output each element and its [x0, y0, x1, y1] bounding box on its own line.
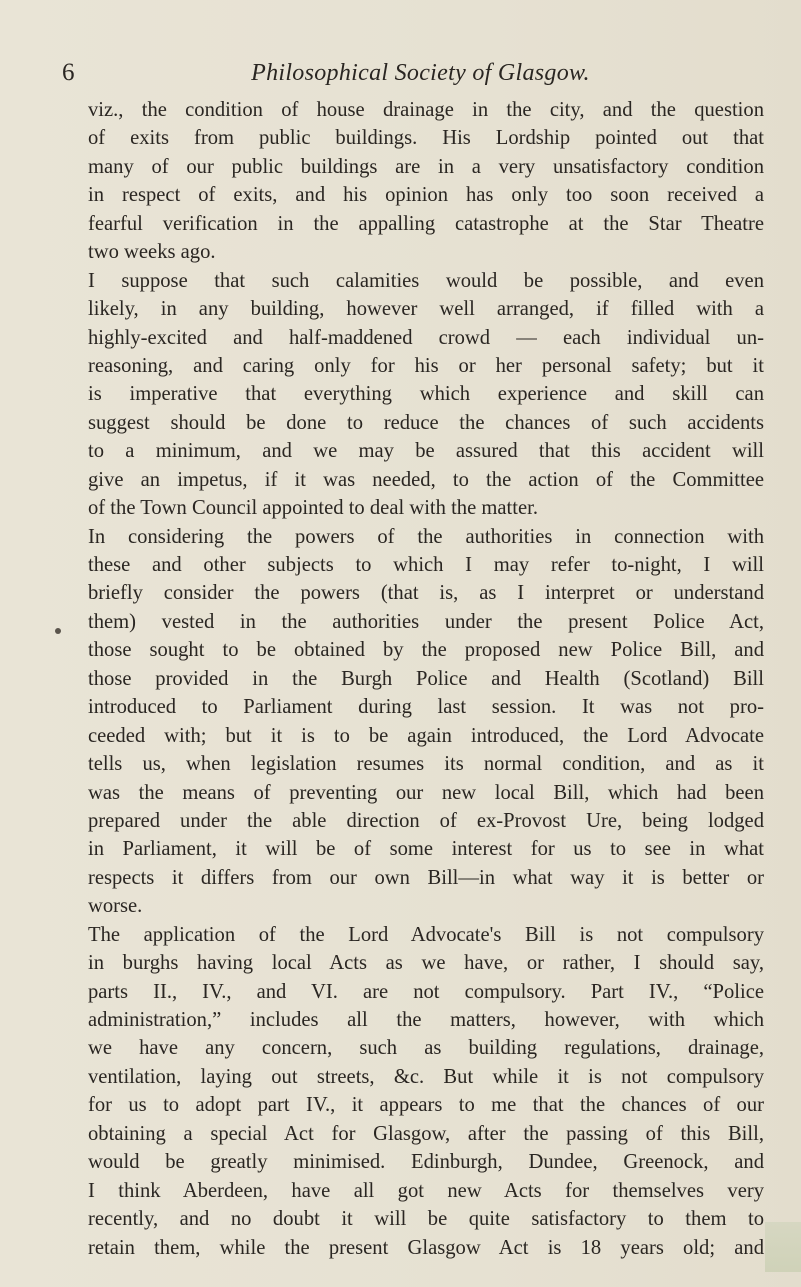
text-line: many of our public buildings are in a very unsatisfactory condition — [88, 155, 764, 178]
text-line: is imperative that everything which experience and skill can — [88, 383, 764, 406]
text-line: we have any concern, such as building regulations, drainage, — [88, 1037, 764, 1060]
page-edge-shadow — [765, 1222, 801, 1272]
text-line: parts II., IV., and VI. are not compulsory. Part IV., “Police — [88, 980, 764, 1003]
text-line: administration,” includes all the matters, however, with which — [88, 1009, 764, 1031]
text-line: of the Town Council appointed to deal with the matter. — [88, 497, 539, 520]
running-title-text: Philosophical Society of Glasgow. — [251, 60, 590, 86]
body-text — [88, 96, 764, 1262]
text-line: suggest should be done to reduce the chances of such accidents — [88, 411, 764, 434]
text-line: The application of the Lord Advocate's Bill is not compulsory — [88, 923, 764, 946]
text-line: I suppose that such calamities would be possible, and even — [88, 269, 764, 292]
margin-mark — [55, 628, 61, 634]
page-number: 6 — [62, 59, 75, 86]
text-line: introduced to Parliament during last session. It was not pro- — [88, 696, 764, 719]
text-line: prepared under the able direction of ex-Provost Ure, being lodged — [88, 809, 764, 832]
text-line: those sought to be obtained by the proposed new Police Bill, and — [88, 639, 764, 662]
text-line: those provided in the Burgh Police and Health (Scotland) Bill — [88, 667, 764, 690]
text-line: ventilation, laying out streets, &c. But while it is not compulsory — [88, 1065, 764, 1088]
text-line: in respect of exits, and his opinion has only too soon received a — [88, 184, 764, 207]
text-line: to a minimum, and we may be assured that this accident will — [88, 440, 764, 463]
text-line: tells us, when legislation resumes its normal condition, and as it — [88, 753, 764, 776]
running-title — [0, 58, 801, 88]
text-line: respects it differs from our own Bill—in what way it is better or — [88, 866, 764, 889]
text-line: ceeded with; but it is to be again introduced, the Lord Advocate — [88, 724, 764, 747]
text-line: likely, in any building, however well arranged, if filled with a — [88, 298, 764, 321]
text-line: fearful verification in the appalling catastrophe at the Star Theatre — [88, 212, 764, 235]
text-line: obtaining a special Act for Glasgow, after the passing of this Bill, — [88, 1122, 764, 1145]
text-line: retain them, while the present Glasgow Act is 18 years old; and — [88, 1236, 764, 1259]
text-line: for us to adopt part IV., it appears to me that the chances of our — [88, 1094, 764, 1117]
text-line: worse. — [88, 895, 143, 918]
text-line: two weeks ago. — [88, 241, 216, 264]
text-line: them) vested in the authorities under the present Police Act, — [88, 610, 764, 633]
text-line: recently, and no doubt it will be quite satisfactory to them to — [88, 1208, 764, 1231]
text-line: highly-excited and half-maddened crowd — each individual un- — [88, 326, 764, 349]
text-line: reasoning, and caring only for his or her personal safety; but it — [88, 354, 764, 377]
text-line: briefly consider the powers (that is, as I interpret or understand — [88, 582, 764, 605]
text-line: In considering the powers of the authorities in connection with — [88, 525, 764, 548]
text-line: in burghs having local Acts as we have, or rather, I should say, — [88, 952, 764, 975]
text-line: would be greatly minimised. Edinburgh, Dundee, Greenock, and — [88, 1151, 764, 1174]
text-line: of exits from public buildings. His Lordship pointed out that — [88, 127, 764, 150]
text-line: viz., the condition of house drainage in the city, and the question — [88, 99, 764, 121]
text-line: was the means of preventing our new local Bill, which had been — [88, 781, 764, 804]
text-line: I think Aberdeen, have all got new Acts for themselves very — [88, 1179, 764, 1202]
text-line: these and other subjects to which I may refer to-night, I will — [88, 554, 764, 576]
text-line: give an impetus, if it was needed, to the action of the Committee — [88, 468, 764, 491]
text-line: in Parliament, it will be of some interest for us to see in what — [88, 838, 764, 861]
